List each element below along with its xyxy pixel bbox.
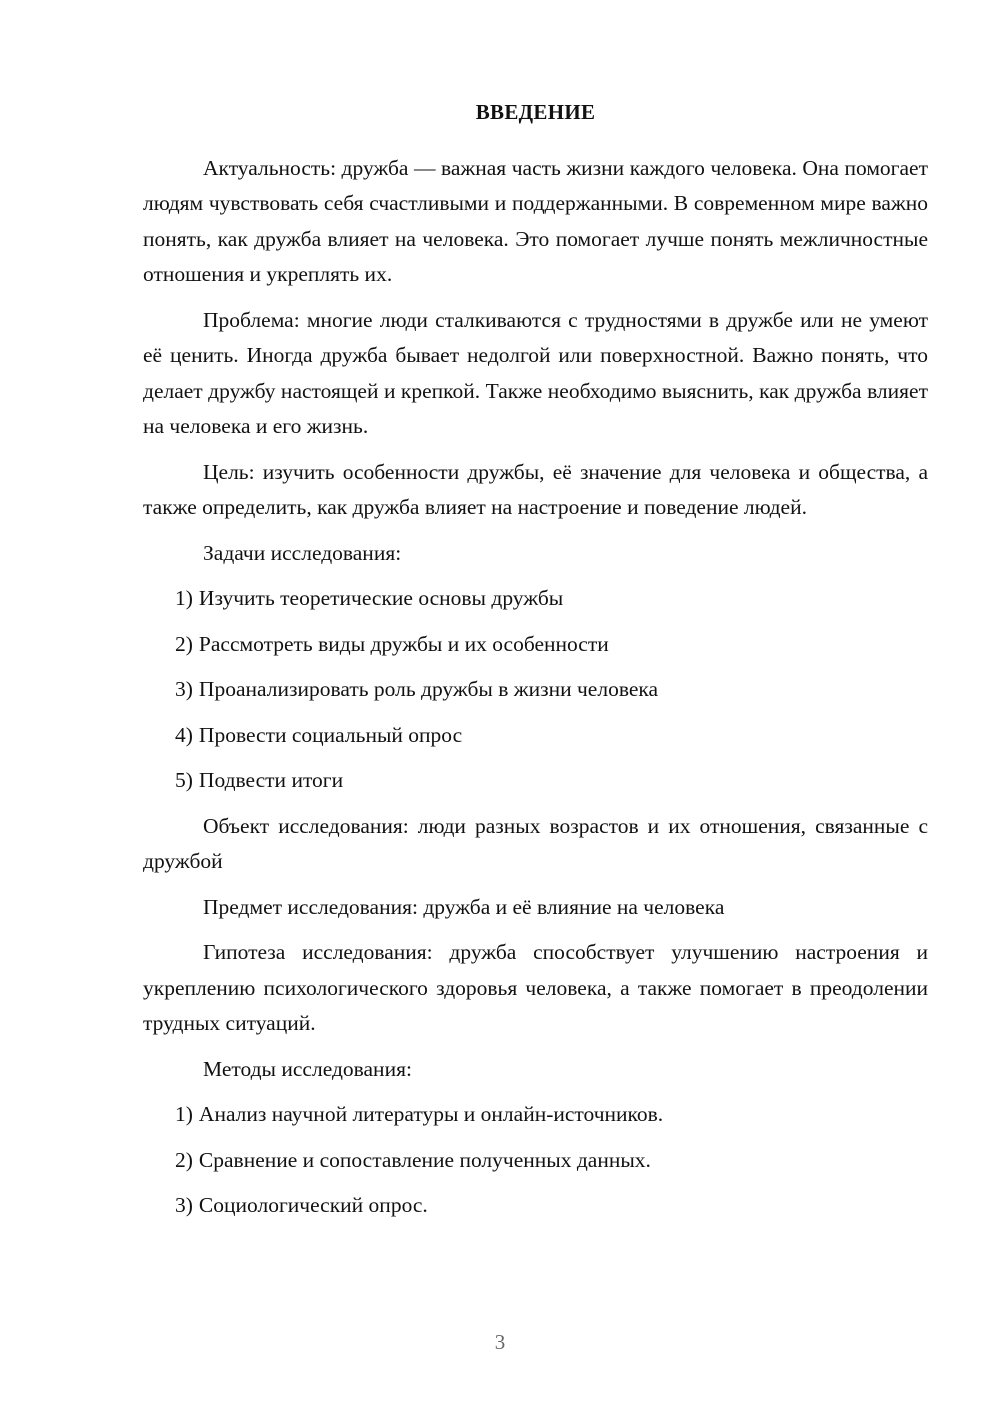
list-item [143, 1143, 928, 1179]
subject-paragraph: Предмет исследования: дружба и её влияние на человека [203, 894, 725, 919]
list-item-number: 3) [175, 1193, 193, 1217]
list-item [143, 1097, 928, 1133]
list-item-number: 4) [175, 722, 193, 747]
document-page [143, 95, 928, 1234]
list-item [143, 718, 928, 754]
hypothesis-paragraph: Гипотеза исследования: дружба способствует улучшению настроения и укреплению психологического здоровья человека, а также помогает в преодолении трудных ситуаций. [143, 940, 928, 1035]
list-item-number: 1) [175, 1102, 193, 1126]
list-item-number: 5) [175, 768, 193, 792]
list-item [143, 1188, 928, 1224]
methods-list [143, 1097, 928, 1224]
list-item [143, 627, 928, 663]
methods-heading: Методы исследования: [203, 1056, 412, 1081]
list-item-text: Анализ научной литературы и онлайн-источников. [198, 1102, 664, 1126]
list-item-text: Рассмотреть виды дружбы и их особенности [198, 631, 609, 656]
list-item-number: 2) [175, 631, 193, 656]
object-paragraph: Объект исследования: люди разных возрастов и их отношения, связанные с дружбой [143, 813, 928, 873]
list-item [143, 581, 928, 617]
tasks-list [143, 581, 928, 799]
page-number: 3 [494, 1330, 506, 1354]
list-item [143, 763, 928, 799]
goal-paragraph: Цель: изучить особенности дружбы, её значение для человека и общества, а также определить, как дружба влияет на настроение и поведение людей. [143, 459, 928, 519]
list-item-text: Подвести итоги [198, 768, 344, 792]
tasks-heading: Задачи исследования: [203, 540, 402, 565]
list-item-text: Социологический опрос. [198, 1193, 428, 1217]
list-item-text: Провести социальный опрос [198, 722, 463, 747]
list-item-number: 2) [175, 1147, 193, 1172]
problem-paragraph: Проблема: многие люди сталкиваются с трудностями в дружбе или не умеют её ценить. Иногда дружба бывает недолгой или поверхностной. Важно понять, что делает дружбу настоящей и крепкой. Также необходимо выяснить, как дружба влияет на человека и его жизнь. [143, 307, 928, 438]
list-item-text: Проанализировать роль дружбы в жизни человека [198, 677, 659, 701]
list-item-number: 1) [175, 586, 193, 610]
relevance-paragraph: Актуальность: дружба — важная часть жизни каждого человека. Она помогает людям чувствовать себя счастливыми и поддержанными. В современном мире важно понять, как дружба влияет на человека. Это помогает лучше понять межличностные отношения и укреплять их. [143, 155, 928, 286]
list-item-text: Сравнение и сопоставление полученных данных. [198, 1147, 651, 1172]
list-item [143, 672, 928, 708]
list-item-number: 3) [175, 677, 193, 701]
list-item-text: Изучить теоретические основы дружбы [198, 586, 564, 610]
section-title: ВВЕДЕНИЕ [475, 100, 596, 124]
